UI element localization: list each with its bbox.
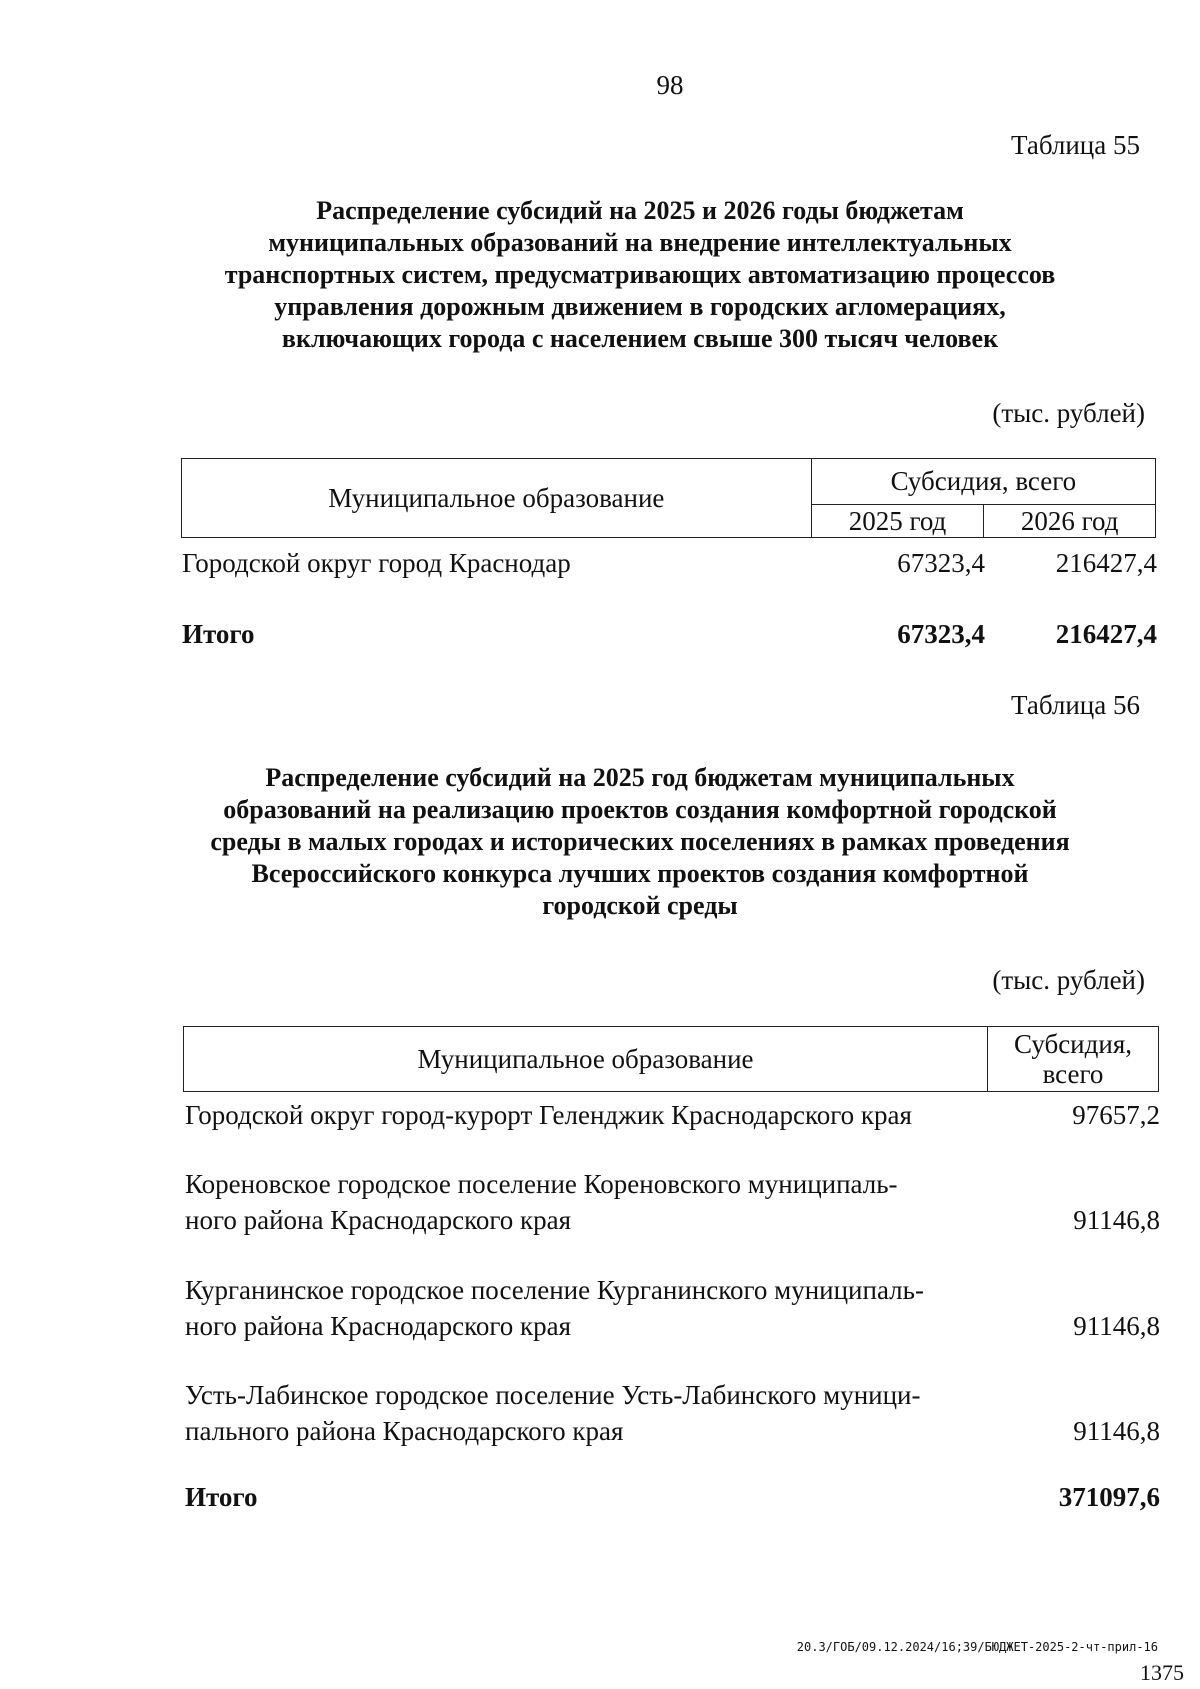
table55-header xyxy=(181,458,1156,538)
table56-col-subsidy xyxy=(988,1027,1159,1092)
table56-col-municipality: Муниципальное образование xyxy=(184,1027,988,1092)
table56-row-name-cont: ного района Краснодарского края xyxy=(185,1311,571,1341)
table55-col-municipality: Муниципальное образование xyxy=(182,459,812,538)
table56-row xyxy=(185,1272,1160,1344)
table56-title-line: Распределение субсидий на 2025 год бюджетам муниципальных xyxy=(265,763,1015,792)
table56-row-name-cont: ного района Краснодарского края xyxy=(185,1205,571,1235)
table55-title-line: управления дорожным движением в городских агломерациях, xyxy=(274,292,1006,321)
table55-total-2025: 67323,4 xyxy=(897,619,985,649)
table56-row-name-cont: пального района Краснодарского края xyxy=(185,1416,624,1446)
table55-title-line: включающих города с населением свыше 300 тысяч человек xyxy=(281,324,999,353)
table56-row-value: 91146,8 xyxy=(1073,1205,1160,1235)
table55-total-label: Итого xyxy=(182,619,255,649)
table55-label: Таблица 55 xyxy=(1011,130,1140,160)
table55-row-2025: 67323,4 xyxy=(897,548,985,578)
table56-total-label: Итого xyxy=(185,1482,258,1512)
table56-title-line: образований на реализацию проектов создания комфортной городской xyxy=(223,795,1057,824)
table55-col-2026: 2026 год xyxy=(984,505,1156,538)
table56-row-name: Усть-Лабинское городское поселение Усть-Лабинского муници- xyxy=(185,1380,921,1410)
table56-row-value: 97657,2 xyxy=(1072,1100,1160,1130)
table55-total-2026: 216427,4 xyxy=(1055,619,1157,649)
table55-col-subsidy: Субсидия, всего xyxy=(811,459,1155,505)
table56-unit: (тыс. рублей) xyxy=(992,965,1145,995)
table55-title xyxy=(180,195,1100,355)
table56-row-value: 91146,8 xyxy=(1073,1311,1160,1341)
table55-row-2026: 216427,4 xyxy=(1055,548,1157,578)
table56-row-value: 91146,8 xyxy=(1073,1416,1160,1446)
table56-row-name: Курганинское городское поселение Курганинского муниципаль- xyxy=(185,1275,924,1305)
table55-row xyxy=(182,548,1157,582)
table56-label: Таблица 56 xyxy=(1011,690,1140,720)
table55-unit: (тыс. рублей) xyxy=(992,398,1145,428)
table56-row-name: Городской округ город-курорт Геленджик Краснодарского края xyxy=(185,1100,912,1130)
table55-total-row xyxy=(182,619,1157,653)
table56-header xyxy=(183,1026,1159,1092)
table56-row xyxy=(185,1166,1160,1238)
table55-row-name: Городской округ город Краснодар xyxy=(182,548,571,578)
table56-title-line: среды в малых городах и исторических поселениях в рамках проведения xyxy=(210,827,1070,856)
document-code: 20.3/ГОБ/09.12.2024/16;39/БЮДЖЕТ-2025-2-чт-прил-16 xyxy=(796,1640,1158,1654)
table55-title-line: Распределение субсидий на 2025 и 2026 годы бюджетам xyxy=(316,196,964,225)
sheet-number: 1375 xyxy=(1140,1660,1184,1685)
table55-title-line: транспортных систем, предусматривающих автоматизацию процессов xyxy=(224,260,1056,289)
table55-col-2025: 2025 год xyxy=(811,505,984,538)
table56-col-subsidy-line: Субсидия, xyxy=(1013,1029,1132,1059)
table55-title-line: муниципальных образований на внедрение интеллектуальных xyxy=(268,228,1012,257)
table56-total-value: 371097,6 xyxy=(1058,1482,1160,1512)
table56-row-name: Кореновское городское поселение Кореновского муниципаль- xyxy=(185,1169,898,1199)
table56-title-line: городской среды xyxy=(542,891,738,920)
table56-col-subsidy-line: всего xyxy=(1042,1059,1104,1089)
table56-title-line: Всероссийского конкурса лучших проектов создания комфортной xyxy=(251,859,1029,888)
page-number: 98 xyxy=(656,70,684,100)
table56-title xyxy=(180,762,1100,922)
table56-total-row xyxy=(185,1482,1160,1516)
table56-row xyxy=(185,1377,1160,1449)
